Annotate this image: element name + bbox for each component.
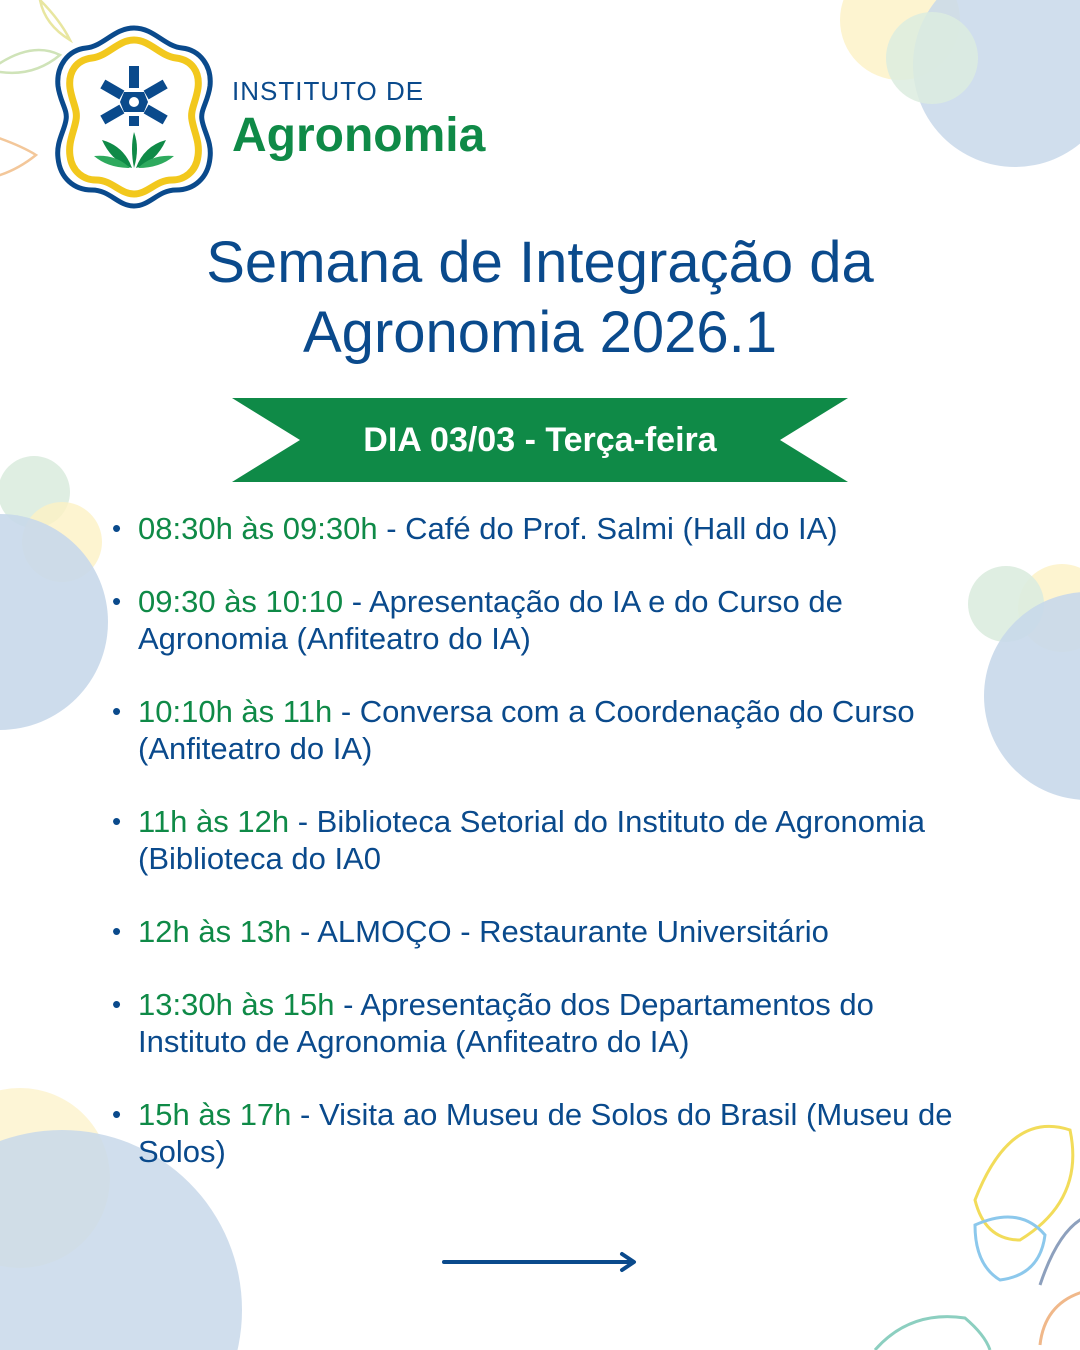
schedule-item [108,986,988,1060]
institute-emblem-icon [50,22,218,210]
schedule-description: - Café do Prof. Salmi (Hall do IA) [377,511,838,546]
schedule-list [108,510,988,1206]
bullet-icon: • [112,1099,122,1129]
page-title-line-1: Semana de Integração da [206,230,874,295]
institute-brand [232,76,532,164]
page-title-line-2: Agronomia 2026.1 [303,300,777,365]
brand-main-text: Agronomia [232,109,486,162]
schedule-description: - Conversa com a Coordenação do Curso (Anfiteatro do IA) [138,694,915,766]
schedule-item [108,1096,988,1170]
schedule-time: 12h às 13h [138,914,292,949]
bullet-icon: • [112,696,122,726]
bullet-icon: • [112,513,122,543]
schedule-item [108,913,988,950]
schedule-time: 08:30h às 09:30h [138,511,378,546]
schedule-item [108,693,988,767]
schedule-time: 09:30 às 10:10 [138,584,344,619]
bullet-icon: • [112,989,122,1019]
day-banner-label: DIA 03/03 - Terça-feira [363,421,717,459]
schedule-description: - Apresentação dos Departamentos do Instituto de Agronomia (Anfiteatro do IA) [138,987,874,1059]
bullet-icon: • [112,806,122,836]
page-title [0,228,1080,368]
schedule-description: - Visita ao Museu de Solos do Brasil (Museu de Solos) [138,1097,953,1169]
arrow-right-icon[interactable] [440,1250,640,1274]
brand-top-text: INSTITUTO DE [232,76,425,106]
day-banner [232,398,848,482]
schedule-time: 11h às 12h [138,804,290,839]
schedule-description: - ALMOÇO - Restaurante Universitário [291,914,829,949]
schedule-item [108,510,988,547]
schedule-description: - Biblioteca Setorial do Instituto de Agronomia (Biblioteca do IA0 [138,804,925,876]
schedule-time: 15h às 17h [138,1097,292,1132]
schedule-time: 13:30h às 15h [138,987,335,1022]
schedule-item [108,803,988,877]
bullet-icon: • [112,916,122,946]
schedule-time: 10:10h às 11h [138,694,333,729]
schedule-item [108,583,988,657]
schedule-description: - Apresentação do IA e do Curso de Agronomia (Anfiteatro do IA) [138,584,843,656]
bullet-icon: • [112,586,122,616]
